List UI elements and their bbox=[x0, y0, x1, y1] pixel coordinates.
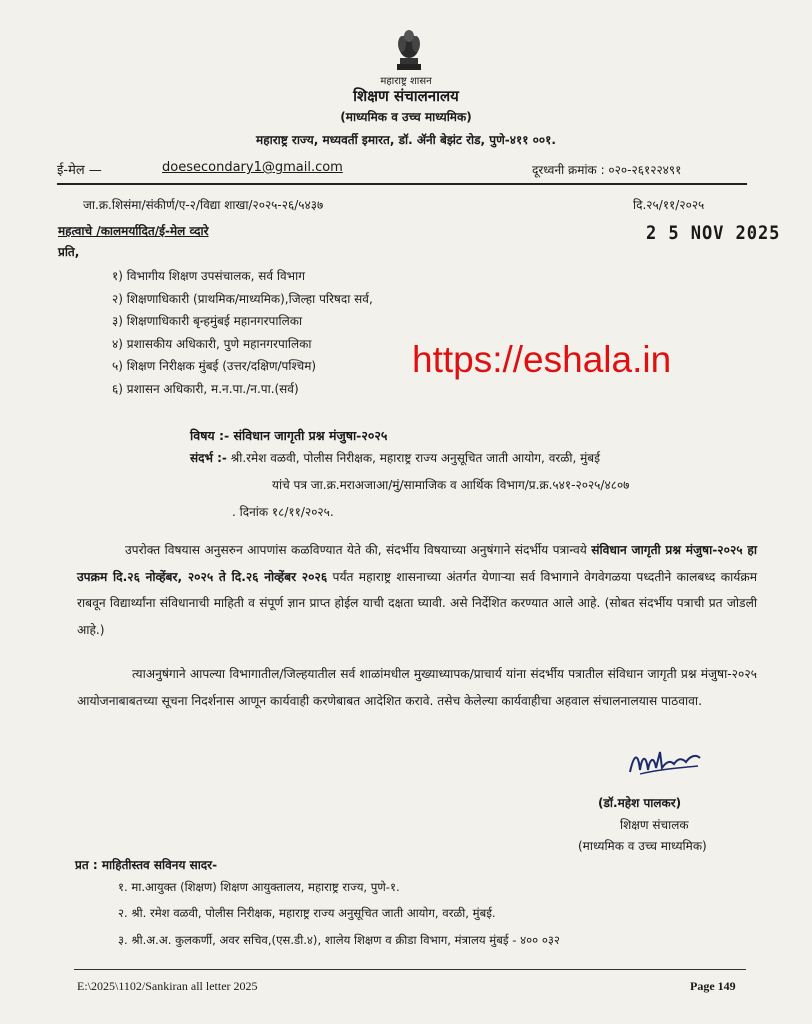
recipient-item: ५) शिक्षण निरीक्षक मुंबई (उत्तर/दक्षिण/पश्चिम) bbox=[112, 359, 317, 373]
website-watermark: https://eshala.in bbox=[412, 339, 672, 380]
recipient-item: ६) प्रशासन अधिकारी, म.न.पा./न.पा.(सर्व) bbox=[112, 382, 299, 396]
body-bold-text: संविधान जागृती प्रश्न मंजुषा-२०२५ हा उपक्रम दि.२६ नोव्हेंबर, २०२५ ते दि.२६ नोव्हेंबर २०२६ bbox=[77, 543, 757, 584]
page-number: Page 149 bbox=[690, 979, 736, 993]
reference-line bbox=[190, 449, 600, 466]
body-text: उपरोक्त विषयास अनुसरुन आपणांस कळविण्यात येते की, संदर्भीय विषयाच्या अनुषंगाने संदर्भीय पत्रान्वये bbox=[125, 543, 587, 557]
copy-item: १. मा.आयुक्त (शिक्षण) शिक्षण आयुक्तालय, महाराष्ट्र राज्य, पुणे-१. bbox=[118, 880, 400, 894]
department-wing: (माध्यमिक व उच्च माध्यमिक) bbox=[340, 110, 472, 124]
footer-divider bbox=[74, 969, 746, 970]
file-path: E:\2025\1102/Sankiran all letter 2025 bbox=[77, 979, 258, 993]
recipient-item: ३) शिक्षणाधिकारी बृन्हमुंबई महानगरपालिका bbox=[112, 314, 303, 328]
signatory-designation: शिक्षण संचालक bbox=[620, 818, 689, 832]
recipient-item: २) शिक्षणाधिकारी (प्राथमिक/माध्यमिक),जिल्हा परिषदा सर्व, bbox=[112, 292, 373, 306]
reference-number: जा.क्र.शिसंमा/संकीर्ण/ए-२/विद्या शाखा/२०२५-२६/५४३७ bbox=[83, 198, 324, 212]
copy-to-label: प्रत : माहितीस्तव सविनय सादर- bbox=[75, 858, 218, 872]
phone-number: दूरध्वनी क्रमांक : ०२०-२६१२२४९१ bbox=[532, 163, 682, 177]
copy-item: २. श्री. रमेश वळवी, पोलीस निरीक्षक, महाराष्ट्र राज्य अनुसूचित जाती आयोग, वरळी, मुंबई. bbox=[118, 906, 496, 920]
reference-date: . दिनांक १८/११/२०२५. bbox=[232, 505, 334, 519]
body-paragraph-2: त्याअनुषंगाने आपल्या विभागातील/जिल्हयातील सर्व शाळांमधील मुख्याध्यापक/प्राचार्य यांना संदर्भीय पत्रातील संविधान जागृती प्रश्न मंजुषा-२०२५ आयोजनाबाबतच्या सूचना निदर्शनास आणून कार्यवाही करणेबाबत आदेशित करावे. तसेच केलेल्या कार्यवाहीचा अहवाल संचालनालयास पाठवावा. bbox=[77, 667, 757, 708]
letter-subject: विषय :- संविधान जागृती प्रश्न मंजुषा-२०२५ bbox=[190, 428, 388, 443]
urgency-note: महत्वाचे /कालमर्यादित/ई-मेल व्दारे bbox=[58, 224, 209, 238]
email-label: ई-मेल — bbox=[57, 163, 102, 178]
reference-text: श्री.रमेश वळवी, पोलीस निरीक्षक, महाराष्ट्र राज्य अनुसूचित जाती आयोग, वरळी, मुंबई bbox=[230, 451, 601, 465]
to-label: प्रति, bbox=[58, 245, 80, 259]
body-paragraph-1 bbox=[77, 537, 757, 643]
department-name: शिक्षण संचालनालय bbox=[353, 87, 459, 105]
office-address: महाराष्ट्र राज्य, मध्यवर्ती इमारत, डॉ. ॲनी बेझंट रोड, पुणे-४११ ००१. bbox=[256, 133, 556, 147]
date-stamp: 2 5 NOV 2025 bbox=[646, 222, 781, 244]
handwritten-signature-icon bbox=[626, 744, 704, 778]
recipient-item: ४) प्रशासकीय अधिकारी, पुणे महानगरपालिका bbox=[112, 337, 312, 351]
email-link[interactable]: doesecondary1@gmail.com bbox=[162, 160, 343, 175]
letter-date: दि.२५/११/२०२५ bbox=[633, 198, 705, 212]
header-divider bbox=[57, 183, 747, 185]
state-emblem-icon bbox=[394, 28, 424, 72]
body-text: पर्यंत महाराष्ट्र शासनाच्या अंतर्गत येणाऱ्या सर्व विभागाने वेगवेगळया पध्दतीने कालबध्द कार्यक्रम राबवून विद्यार्थ्यांना संविधानाची माहिती व संपूर्ण ज्ञान प्राप्त होईल याची दक्षता घ्यावी. असे निर्देशित करण्यात आले आहे. (सोबत संदर्भीय पत्राची प्रत जोडली आहे.) bbox=[77, 569, 757, 637]
recipient-item: १) विभागीय शिक्षण उपसंचालक, सर्व विभाग bbox=[112, 269, 305, 283]
reference-label: संदर्भ :- bbox=[190, 451, 227, 465]
government-name: महाराष्ट्र शासन bbox=[380, 76, 432, 87]
copy-item: ३. श्री.अ.अ. कुलकर्णी, अवर सचिव,(एस.डी.४), शालेय शिक्षण व क्रीडा विभाग, मंत्रालय मुंबई - ४०० ०३२ bbox=[118, 933, 560, 947]
signatory-office: (माध्यमिक व उच्च माध्यमिक) bbox=[578, 839, 707, 853]
signatory-name: (डॉ.महेश पालकर) bbox=[598, 796, 682, 810]
reference-continued: यांचे पत्र जा.क्र.मराअजाआ/मुं/सामाजिक व आर्थिक विभाग/प्र.क्र.५४१-२०२५/४८०७ bbox=[272, 478, 630, 492]
